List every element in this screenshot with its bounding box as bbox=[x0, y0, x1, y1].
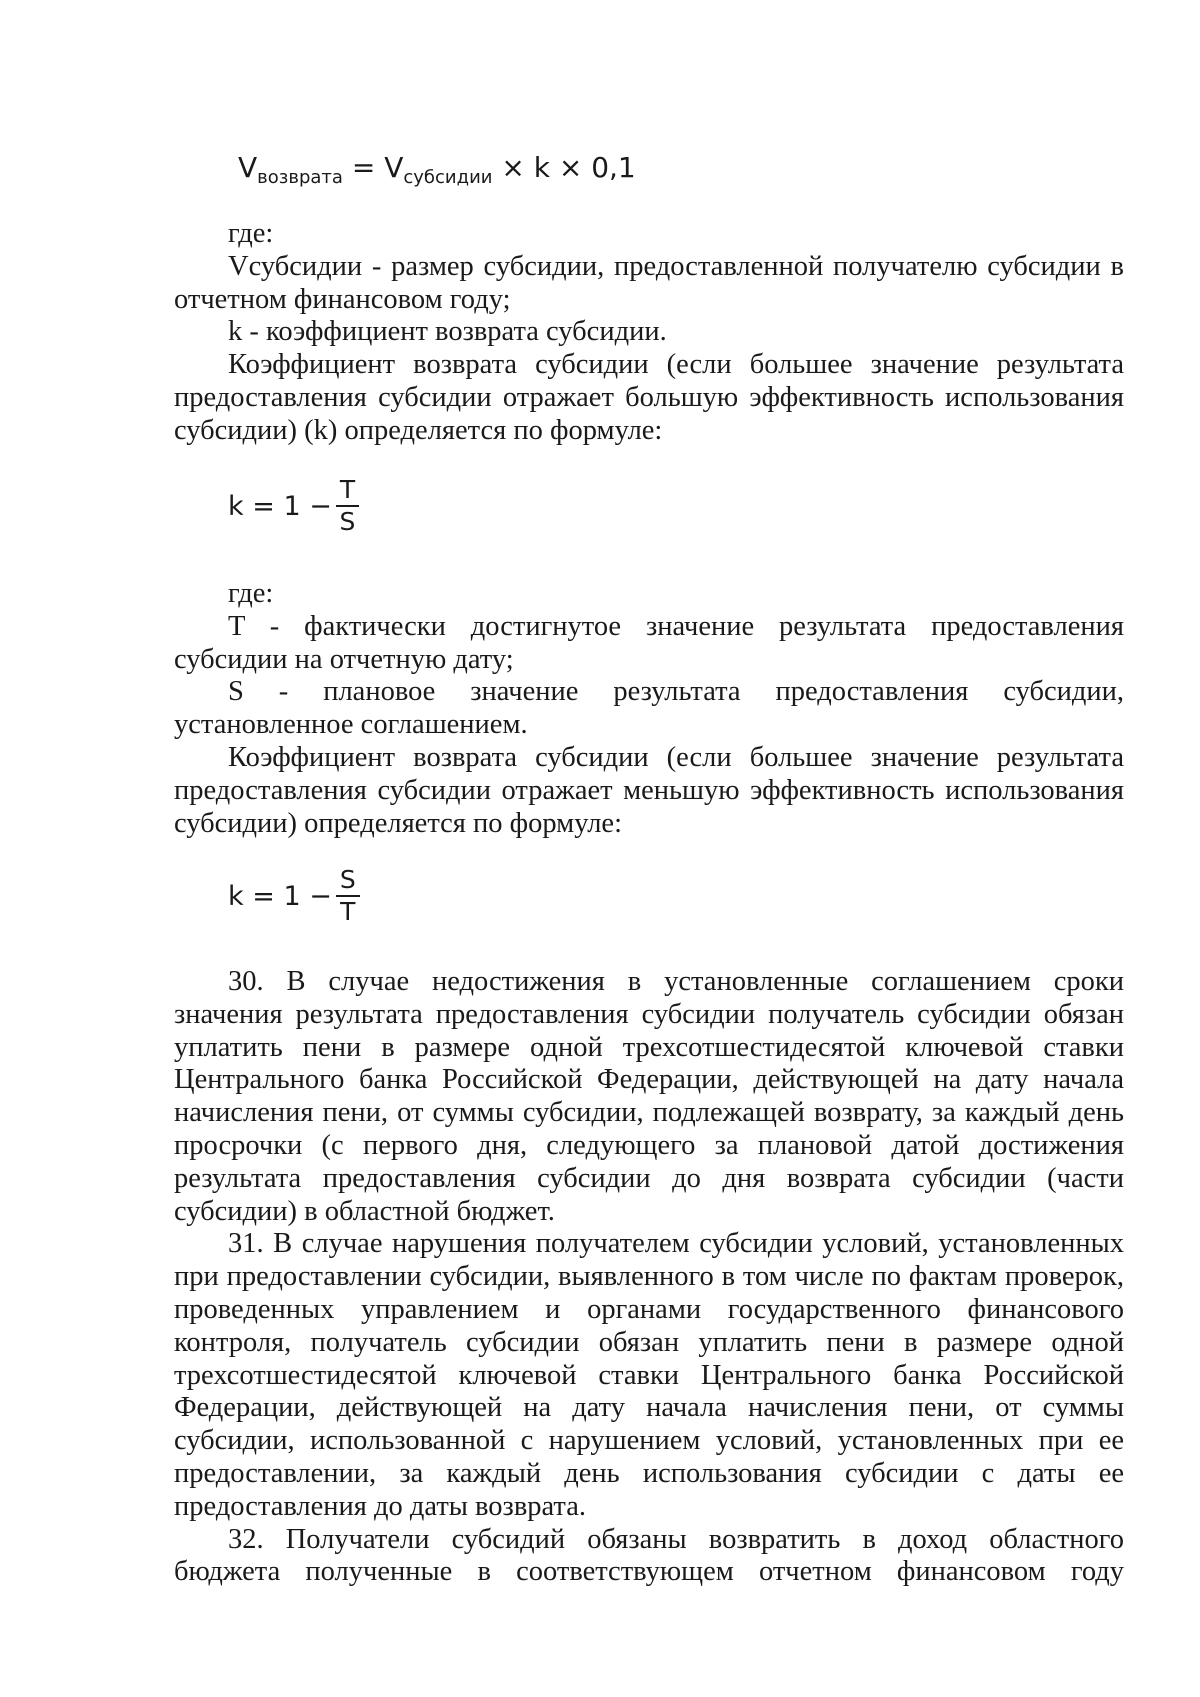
formula-rhs-var: V bbox=[384, 151, 404, 184]
definitions-block-1 bbox=[174, 218, 1124, 448]
clause-31: 31. В случае нарушения получателем субсидии условий, установленных при предоставлении субсидии, выявленного в том числе по фактам проверок, проведенных управлением и органами государственного финансового контроля, получатель субсидии обязан уплатить пени в размере одной трехсотшестидесятой ключевой ставки Центрального банка Российской Федерации, действующей на дату начала начисления пени, от суммы субсидии, использованной с нарушением условий, установленных при ее предоставлении, за каждый день использования субсидии с даты ее предоставления до даты возврата. bbox=[174, 1228, 1124, 1522]
fraction-denominator: S bbox=[339, 507, 356, 536]
k-symbol: k bbox=[228, 880, 244, 912]
fraction bbox=[336, 865, 360, 927]
fraction bbox=[336, 475, 359, 537]
k-formula-intro-1: Коэффициент возврата субсидии (если большее значение результата предоставления субсидии отражает большую эффективность использования субсидии) (k) определяется по формуле: bbox=[174, 349, 1124, 446]
where-label: где: bbox=[228, 578, 274, 609]
fraction-denominator: T bbox=[340, 897, 356, 926]
formula-rhs-subscript: субсидии bbox=[403, 167, 493, 188]
clauses-block bbox=[174, 966, 1124, 1589]
formula-rest: × k × 0,1 bbox=[501, 151, 636, 184]
k-equals: = 1 − bbox=[252, 490, 332, 522]
k-definition: k - коэффициент возврата субсидии. bbox=[228, 316, 667, 348]
formula-equals: = bbox=[351, 151, 376, 184]
where-label: где: bbox=[228, 218, 274, 249]
vsub-definition: Vсубсидии - размер субсидии, предоставленной получателю субсидии в отчетном финансовом году; bbox=[174, 250, 1124, 315]
formula-lhs-var: V bbox=[238, 151, 258, 184]
k-formula-2 bbox=[228, 865, 360, 927]
k-equals: = 1 − bbox=[252, 880, 332, 912]
clause-30: 30. В случае недостижения в установленные соглашением сроки значения результата предоставления субсидии получатель субсидии обязан уплатить пени в размере одной трехсотшестидесятой ключевой ставки Центрального банка Российской Федерации, действующей на дату начала начисления пени, от суммы субсидии, подлежащей возврату, за каждый день просрочки (с первого дня, следующего за плановой датой достижения результата предоставления субсидии до дня возврата субсидии (части субсидии) в областной бюджет. bbox=[174, 966, 1124, 1227]
k-symbol: k bbox=[228, 490, 244, 522]
return-volume-formula bbox=[238, 151, 636, 188]
formula-lhs-subscript: возврата bbox=[257, 167, 343, 188]
clause-32: 32. Получатели субсидий обязаны возвратить в доход областного бюджета полученные в соответствующем отчетном финансовом году bbox=[174, 1523, 1124, 1588]
t-definition: T - фактически достигнутое значение результата предоставления субсидии на отчетную дату; bbox=[174, 610, 1124, 675]
fraction-numerator: T bbox=[336, 475, 359, 507]
definitions-block-2 bbox=[174, 578, 1124, 840]
k-formula-1 bbox=[228, 475, 359, 537]
k-formula-intro-2: Коэффициент возврата субсидии (если большее значение результата предоставления субсидии отражает меньшую эффективность использования субсидии) определяется по формуле: bbox=[174, 741, 1124, 839]
s-definition: S - плановое значение результата предоставления субсидии, установленное соглашением. bbox=[174, 676, 1124, 741]
fraction-numerator: S bbox=[336, 865, 360, 897]
